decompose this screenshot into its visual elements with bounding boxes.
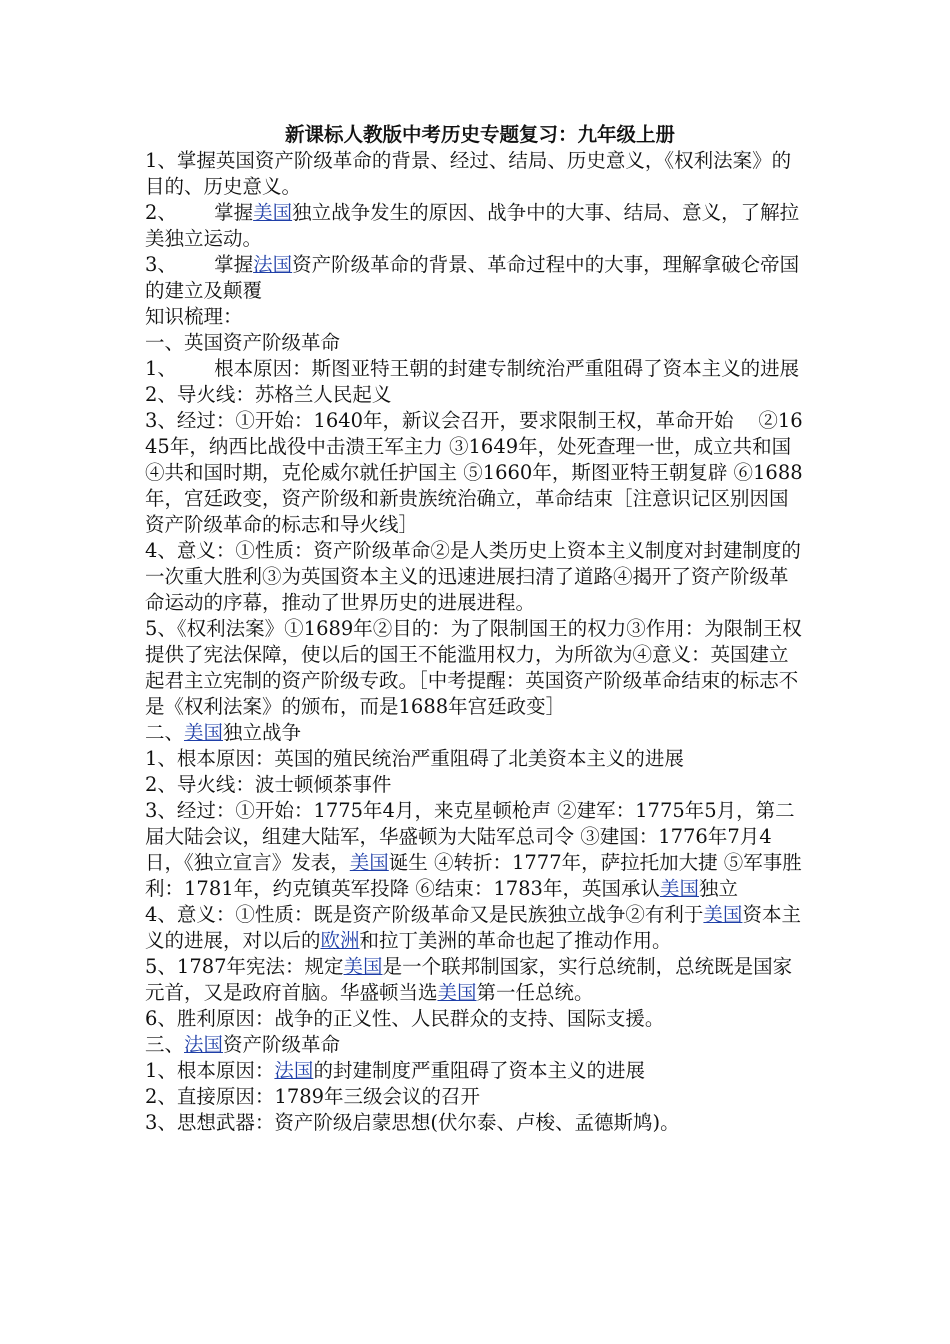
- paragraph: [145, 954, 807, 1006]
- paragraph-text: 二、: [145, 721, 185, 744]
- hyperlink[interactable]: 欧洲: [320, 929, 360, 952]
- paragraph-text: 3、经过：①开始：1640年，新议会召开，要求限制王权，革命开始 ②1645年，纳西比战役中击溃王军主力 ③1649年，处死查理一世，成立共和国 ④共和国时期，克伦威尔就任护国主 ⑤1660年，斯图亚特王朝复辟 ⑥1688年，宫廷政变，资产阶级和新贵族统治确立，革命结束［注意识记区别因国资产阶级革命的标志和导火线］: [145, 409, 803, 536]
- paragraph: [145, 356, 807, 382]
- hyperlink[interactable]: 美国: [349, 851, 389, 874]
- paragraph-text: 5、《权利法案》①1689年②目的：为了限制国王的权力③作用：为限制王权提供了宪法保障，使以后的国王不能滥用权力，为所欲为④意义：英国建立起君主立宪制的资产阶级专政。［中考提醒：英国资产阶级革命结束的标志不是《权利法案》的颁布，而是1688年宫廷政变］: [145, 617, 802, 718]
- paragraph-text: 知识梳理：: [145, 305, 243, 328]
- paragraph-text: 资产阶级革命: [223, 1033, 341, 1056]
- paragraph: [145, 408, 807, 538]
- paragraph-text: 一、英国资产阶级革命: [145, 331, 341, 354]
- hyperlink[interactable]: 美国: [659, 877, 699, 900]
- hyperlink[interactable]: 法国: [184, 1033, 224, 1056]
- paragraph-text: 独立战争发生的原因、战争中的大事、结局、意义，了解拉美独立运动。: [145, 201, 800, 250]
- paragraph-list: [145, 148, 807, 1136]
- document-body: [145, 122, 807, 1136]
- hyperlink[interactable]: 美国: [343, 955, 383, 978]
- paragraph-text: 4、意义：①性质：资产阶级革命②是人类历史上资本主义制度对封建制度的一次重大胜利③为英国资本主义的迅速进展扫清了道路④揭开了资产阶级革命运动的序幕，推动了世界历史的进展进程。: [145, 539, 801, 614]
- paragraph-text: 和拉丁美洲的革命也起了推动作用。: [359, 929, 672, 952]
- paragraph: [145, 304, 807, 330]
- hyperlink[interactable]: 法国: [274, 1059, 314, 1082]
- hyperlink[interactable]: 美国: [184, 721, 224, 744]
- paragraph: [145, 1110, 807, 1136]
- paragraph-text: 三、: [145, 1033, 185, 1056]
- paragraph-text: 资产阶级革命的背景、革命过程中的大事，理解拿破仑帝国的建立及颠覆: [145, 253, 800, 302]
- paragraph-text: 是一个联邦制国家，实行总统制，总统既是国家元首，又是政府首脑。华盛顿当选: [145, 955, 793, 1004]
- paragraph: [145, 148, 807, 200]
- paragraph: [145, 616, 807, 720]
- paragraph-text: 资本主义的进展，对以后的: [145, 903, 801, 952]
- paragraph: [145, 538, 807, 616]
- paragraph: [145, 720, 807, 746]
- paragraph-text: 诞生 ④转折：1777年，萨拉托加大捷 ⑤军事胜利：1781年，约克镇英军投降 ⑥结束：1783年，英国承认: [145, 851, 802, 900]
- paragraph: [145, 330, 807, 356]
- paragraph: [145, 772, 807, 798]
- paragraph-text: 3、思想武器：资产阶级启蒙思想(伏尔泰、卢梭、孟德斯鸠)。: [145, 1111, 680, 1134]
- paragraph: [145, 1032, 807, 1058]
- paragraph-text: 的封建制度严重阻碍了资本主义的进展: [313, 1059, 645, 1082]
- paragraph: [145, 902, 807, 954]
- paragraph: [145, 1084, 807, 1110]
- paragraph: [145, 1058, 807, 1084]
- paragraph-text: 3、经过：①开始：1775年4月，来克星顿枪声 ②建军：1775年5月，第二届大陆会议，组建大陆军，华盛顿为大陆军总司令 ③建国：1776年7月4日，《独立宣言》发表，: [145, 799, 795, 874]
- paragraph: [145, 200, 807, 252]
- paragraph: [145, 252, 807, 304]
- paragraph-text: 6、胜利原因：战争的正义性、人民群众的支持、国际支援。: [145, 1007, 665, 1030]
- document-title: 新课标人教版中考历史专题复习：九年级上册: [284, 123, 675, 146]
- paragraph-text: 1、掌握英国资产阶级革命的背景、经过、结局、历史意义，《权利法案》的目的、历史意义。: [145, 149, 792, 198]
- paragraph-text: 2、 掌握: [145, 201, 254, 224]
- paragraph-text: 1、 根本原因：斯图亚特王朝的封建专制统治严重阻碍了资本主义的进展: [145, 357, 800, 380]
- paragraph: [145, 798, 807, 902]
- paragraph-text: 3、 掌握: [145, 253, 254, 276]
- paragraph: [145, 746, 807, 772]
- paragraph: [145, 1006, 807, 1032]
- paragraph: [145, 382, 807, 408]
- hyperlink[interactable]: 美国: [703, 903, 743, 926]
- paragraph-text: 1、根本原因：英国的殖民统治严重阻碍了北美资本主义的进展: [145, 747, 684, 770]
- paragraph-text: 独立: [698, 877, 738, 900]
- paragraph-text: 独立战争: [223, 721, 302, 744]
- paragraph-text: 5、1787年宪法：规定: [145, 955, 344, 978]
- hyperlink[interactable]: 法国: [253, 253, 293, 276]
- paragraph-text: 1、根本原因：: [145, 1059, 275, 1082]
- paragraph-text: 2、导火线：波士顿倾茶事件: [145, 773, 392, 796]
- paragraph-text: 4、意义：①性质：既是资产阶级革命又是民族独立战争②有利于: [145, 903, 704, 926]
- paragraph-text: 2、直接原因：1789年三级会议的召开: [145, 1085, 481, 1108]
- paragraph-text: 第一任总统。: [476, 981, 594, 1004]
- hyperlink[interactable]: 美国: [253, 201, 293, 224]
- paragraph-text: 2、导火线：苏格兰人民起义: [145, 383, 392, 406]
- hyperlink[interactable]: 美国: [437, 981, 477, 1004]
